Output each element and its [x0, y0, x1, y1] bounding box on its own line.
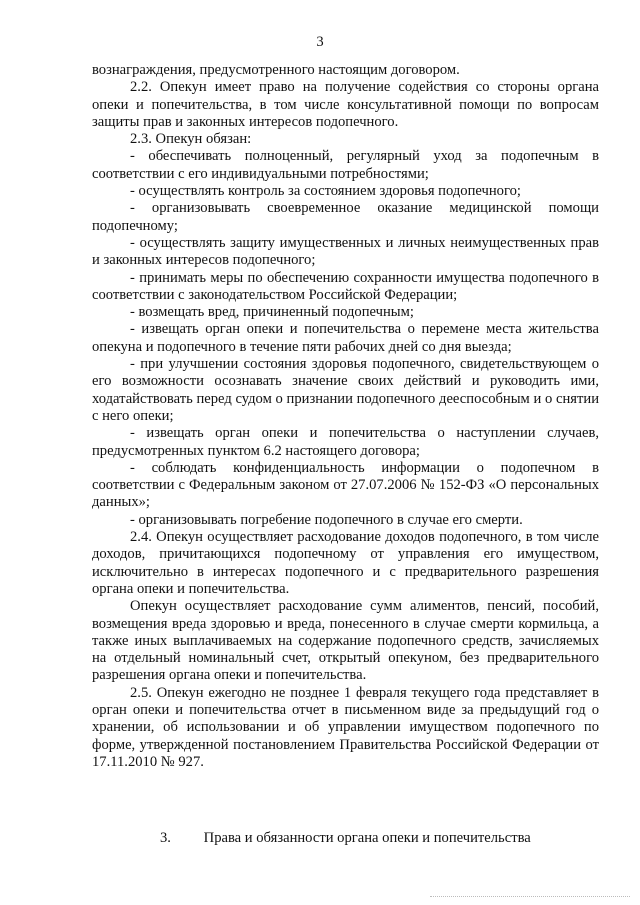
paragraph: 2.5. Опекун ежегодно не позднее 1 февраля текущего года представляет в орган опеки и попечительства отчет в письменном виде за предыдущий год о хранении, об использовании и об управлении имуществом подопечного по форме, утвержденной постановлением Правительства Российской Федерации от 17.11.2010 № 927. [92, 684, 599, 770]
paragraph: - извещать орган опеки и попечительства о перемене места жительства опекуна и подопечного в течение пяти рабочих дней со дня выезда; [92, 321, 599, 355]
scan-artifact [430, 896, 630, 901]
section-title: Права и обязанности органа опеки и попечительства [203, 830, 531, 846]
paragraph: - возмещать вред, причиненный подопечным; [130, 304, 414, 321]
paragraph: - при улучшении состояния здоровья подопечного, свидетельствующем о его возможности осознавать значение своих действий и руководить ими, ходатайствовать перед судом о признании подопечного дееспособным и о снятии с него опеки; [92, 356, 599, 424]
paragraph: 2.4. Опекун осуществляет расходование доходов подопечного, в том числе доходов, причитающихся подопечному от управления его имуществом, исключительно в интересах подопечного и с предварительного разрешения органа опеки и попечительства. [92, 529, 599, 597]
paragraph: вознаграждения, предусмотренного настоящим договором. [92, 62, 460, 78]
paragraph: - извещать орган опеки и попечительства о наступлении случаев, предусмотренных пунктом 6.2 настоящего договора; [92, 425, 599, 459]
paragraph: 2.3. Опекун обязан: [130, 131, 252, 148]
paragraph: - принимать меры по обеспечению сохранности имущества подопечного в соответствии с законодательством Российской Федерации; [92, 269, 599, 303]
paragraph: 2.2. Опекун имеет право на получение содействия со стороны органа опеки и попечительства, в том числе консультативной помощи по вопросам защиты прав и законных интересов подопечного. [92, 79, 599, 130]
paragraph: - организовывать погребение подопечного в случае его смерти. [130, 511, 523, 528]
paragraph: - соблюдать конфиденциальность информации о подопечном в соответствии с Федеральным законом от 27.07.2006 № 152-ФЗ «О персональных данных»; [92, 459, 599, 511]
document-body [92, 62, 599, 771]
paragraph: Опекун осуществляет расходование сумм алиментов, пенсий, пособий, возмещения вреда здоровью и вреда, понесенного в случае смерти кормильца, а также иных выплачиваемых на содержание подопечного средств, зачисляемых на отдельный номинальный счет, открытый опекуном, без предварительного разрешения органа опеки и попечительства. [92, 598, 599, 684]
page-number: 3 [316, 34, 324, 50]
paragraph: - осуществлять защиту имущественных и личных неимущественных прав и законных интересов подопечного; [92, 234, 599, 269]
section-number: 3. [160, 830, 171, 846]
section-heading [160, 830, 580, 847]
paragraph: - осуществлять контроль за состоянием здоровья подопечного; [130, 183, 521, 200]
paragraph: - организовывать своевременное оказание медицинской помощи подопечному; [92, 200, 599, 234]
paragraph: - обеспечивать полноценный, регулярный уход за подопечным в соответствии с его индивидуальными потребностями; [92, 148, 599, 182]
